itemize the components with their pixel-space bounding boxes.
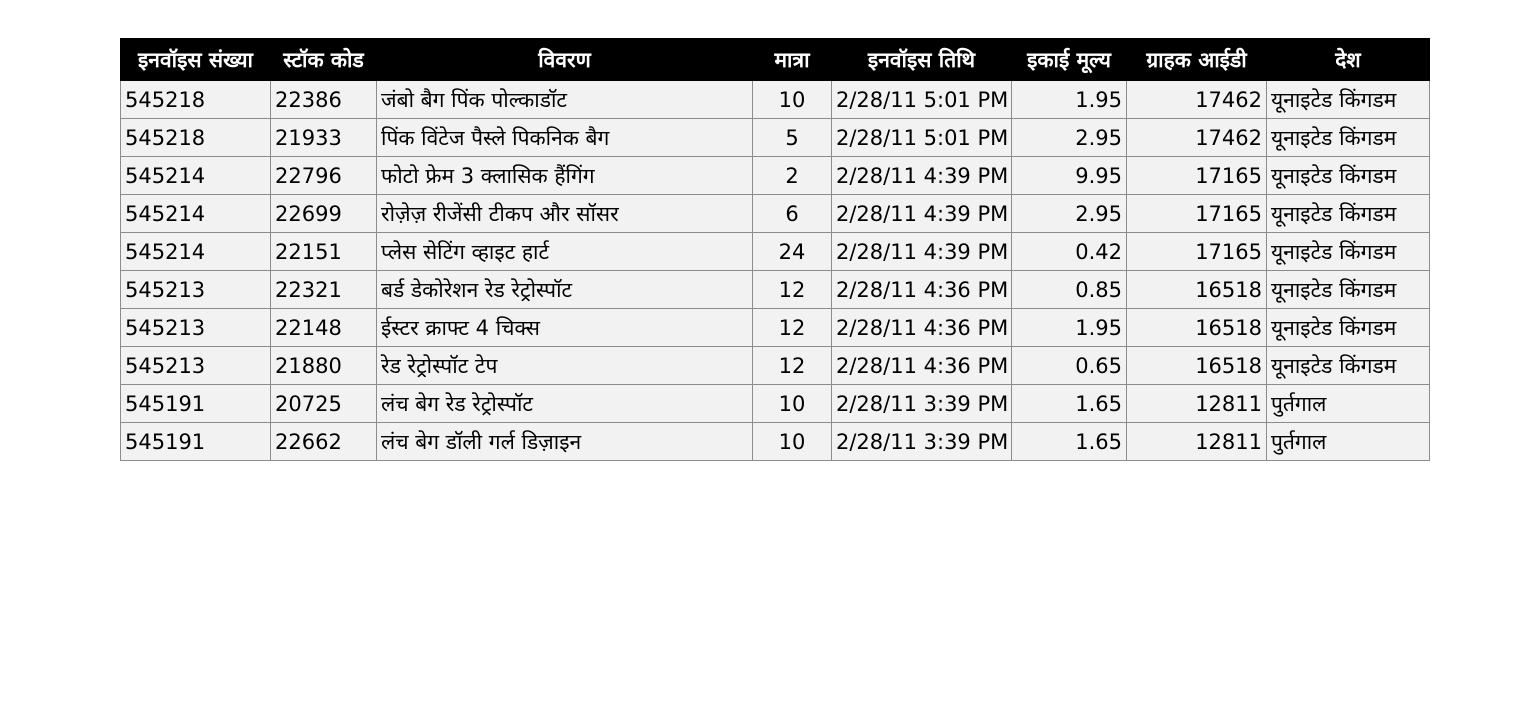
- cell-quantity[interactable]: 10: [753, 385, 832, 423]
- cell-quantity[interactable]: 12: [753, 271, 832, 309]
- cell-invoice-date[interactable]: 2/28/11 4:39 PM: [832, 157, 1012, 195]
- cell-invoice-date[interactable]: 2/28/11 4:36 PM: [832, 309, 1012, 347]
- cell-quantity[interactable]: 10: [753, 81, 832, 119]
- cell-country[interactable]: यूनाइटेड किंगडम: [1267, 81, 1430, 119]
- cell-stock-code[interactable]: 22151: [271, 233, 377, 271]
- table-row[interactable]: [121, 347, 1430, 385]
- cell-invoice-number[interactable]: 545218: [121, 81, 271, 119]
- column-header-invoice-date[interactable]: इनवॉइस तिथि: [832, 39, 1012, 81]
- cell-quantity[interactable]: 2: [753, 157, 832, 195]
- column-header-description[interactable]: विवरण: [377, 39, 753, 81]
- cell-quantity[interactable]: 12: [753, 309, 832, 347]
- column-header-unit-price[interactable]: इकाई मूल्य: [1012, 39, 1127, 81]
- cell-stock-code[interactable]: 22796: [271, 157, 377, 195]
- cell-quantity[interactable]: 12: [753, 347, 832, 385]
- cell-customer-id[interactable]: 17165: [1127, 195, 1267, 233]
- cell-invoice-number[interactable]: 545191: [121, 423, 271, 461]
- cell-invoice-date[interactable]: 2/28/11 4:36 PM: [832, 347, 1012, 385]
- cell-customer-id[interactable]: 16518: [1127, 309, 1267, 347]
- cell-customer-id[interactable]: 16518: [1127, 347, 1267, 385]
- cell-country[interactable]: यूनाइटेड किंगडम: [1267, 157, 1430, 195]
- column-header-customer-id[interactable]: ग्राहक आईडी: [1127, 39, 1267, 81]
- cell-description[interactable]: प्लेस सेटिंग व्हाइट हार्ट: [377, 233, 753, 271]
- cell-invoice-number[interactable]: 545213: [121, 271, 271, 309]
- cell-unit-price[interactable]: 1.95: [1012, 309, 1127, 347]
- table-row[interactable]: [121, 309, 1430, 347]
- column-header-stock-code[interactable]: स्टॉक कोड: [271, 39, 377, 81]
- cell-country[interactable]: यूनाइटेड किंगडम: [1267, 195, 1430, 233]
- cell-unit-price[interactable]: 2.95: [1012, 195, 1127, 233]
- cell-country[interactable]: यूनाइटेड किंगडम: [1267, 309, 1430, 347]
- cell-unit-price[interactable]: 1.95: [1012, 81, 1127, 119]
- cell-invoice-date[interactable]: 2/28/11 4:39 PM: [832, 195, 1012, 233]
- cell-invoice-date[interactable]: 2/28/11 5:01 PM: [832, 119, 1012, 157]
- cell-invoice-date[interactable]: 2/28/11 5:01 PM: [832, 81, 1012, 119]
- column-header-country[interactable]: देश: [1267, 39, 1430, 81]
- table-row[interactable]: [121, 233, 1430, 271]
- cell-country[interactable]: पुर्तगाल: [1267, 423, 1430, 461]
- cell-description[interactable]: ईस्टर क्राफ्ट 4 चिक्स: [377, 309, 753, 347]
- cell-quantity[interactable]: 24: [753, 233, 832, 271]
- cell-description[interactable]: पिंक विंटेज पैस्ले पिकनिक बैग: [377, 119, 753, 157]
- cell-customer-id[interactable]: 12811: [1127, 385, 1267, 423]
- cell-unit-price[interactable]: 9.95: [1012, 157, 1127, 195]
- cell-invoice-date[interactable]: 2/28/11 4:39 PM: [832, 233, 1012, 271]
- cell-stock-code[interactable]: 21933: [271, 119, 377, 157]
- table-row[interactable]: [121, 195, 1430, 233]
- cell-customer-id[interactable]: 17462: [1127, 119, 1267, 157]
- column-header-invoice-number[interactable]: इनवॉइस संख्या: [121, 39, 271, 81]
- table-row[interactable]: [121, 271, 1430, 309]
- invoice-table: [120, 38, 1430, 461]
- cell-invoice-date[interactable]: 2/28/11 3:39 PM: [832, 423, 1012, 461]
- cell-description[interactable]: रोज़ेज़ रीजेंसी टीकप और सॉसर: [377, 195, 753, 233]
- table-row[interactable]: [121, 385, 1430, 423]
- table-row[interactable]: [121, 423, 1430, 461]
- table-row[interactable]: [121, 81, 1430, 119]
- cell-stock-code[interactable]: 22321: [271, 271, 377, 309]
- cell-customer-id[interactable]: 17462: [1127, 81, 1267, 119]
- cell-quantity[interactable]: 5: [753, 119, 832, 157]
- cell-invoice-number[interactable]: 545214: [121, 157, 271, 195]
- cell-country[interactable]: पुर्तगाल: [1267, 385, 1430, 423]
- cell-description[interactable]: फोटो फ्रेम 3 क्लासिक हैंगिंग: [377, 157, 753, 195]
- cell-unit-price[interactable]: 0.42: [1012, 233, 1127, 271]
- cell-unit-price[interactable]: 0.85: [1012, 271, 1127, 309]
- cell-invoice-date[interactable]: 2/28/11 4:36 PM: [832, 271, 1012, 309]
- cell-stock-code[interactable]: 22662: [271, 423, 377, 461]
- cell-description[interactable]: लंच बेग डॉली गर्ल डिज़ाइन: [377, 423, 753, 461]
- cell-customer-id[interactable]: 17165: [1127, 157, 1267, 195]
- cell-invoice-number[interactable]: 545214: [121, 195, 271, 233]
- cell-description[interactable]: बर्ड डेकोरेशन रेड रेट्रोस्पॉट: [377, 271, 753, 309]
- cell-unit-price[interactable]: 2.95: [1012, 119, 1127, 157]
- cell-country[interactable]: यूनाइटेड किंगडम: [1267, 119, 1430, 157]
- cell-stock-code[interactable]: 20725: [271, 385, 377, 423]
- cell-quantity[interactable]: 6: [753, 195, 832, 233]
- cell-customer-id[interactable]: 12811: [1127, 423, 1267, 461]
- header-row: [121, 39, 1430, 81]
- table-row[interactable]: [121, 119, 1430, 157]
- cell-customer-id[interactable]: 17165: [1127, 233, 1267, 271]
- cell-invoice-number[interactable]: 545191: [121, 385, 271, 423]
- cell-stock-code[interactable]: 22148: [271, 309, 377, 347]
- invoice-table-container: [120, 38, 1429, 461]
- cell-quantity[interactable]: 10: [753, 423, 832, 461]
- cell-invoice-number[interactable]: 545213: [121, 309, 271, 347]
- column-header-quantity[interactable]: मात्रा: [753, 39, 832, 81]
- cell-description[interactable]: लंच बेग रेड रेट्रोस्पॉट: [377, 385, 753, 423]
- cell-description[interactable]: जंबो बैग पिंक पोल्काडॉट: [377, 81, 753, 119]
- cell-country[interactable]: यूनाइटेड किंगडम: [1267, 271, 1430, 309]
- cell-customer-id[interactable]: 16518: [1127, 271, 1267, 309]
- cell-country[interactable]: यूनाइटेड किंगडम: [1267, 347, 1430, 385]
- cell-invoice-number[interactable]: 545213: [121, 347, 271, 385]
- cell-unit-price[interactable]: 0.65: [1012, 347, 1127, 385]
- cell-description[interactable]: रेड रेट्रोस्पॉट टेप: [377, 347, 753, 385]
- cell-invoice-date[interactable]: 2/28/11 3:39 PM: [832, 385, 1012, 423]
- cell-unit-price[interactable]: 1.65: [1012, 423, 1127, 461]
- cell-unit-price[interactable]: 1.65: [1012, 385, 1127, 423]
- cell-stock-code[interactable]: 22386: [271, 81, 377, 119]
- cell-stock-code[interactable]: 21880: [271, 347, 377, 385]
- cell-invoice-number[interactable]: 545214: [121, 233, 271, 271]
- table-row[interactable]: [121, 157, 1430, 195]
- cell-stock-code[interactable]: 22699: [271, 195, 377, 233]
- cell-invoice-number[interactable]: 545218: [121, 119, 271, 157]
- cell-country[interactable]: यूनाइटेड किंगडम: [1267, 233, 1430, 271]
